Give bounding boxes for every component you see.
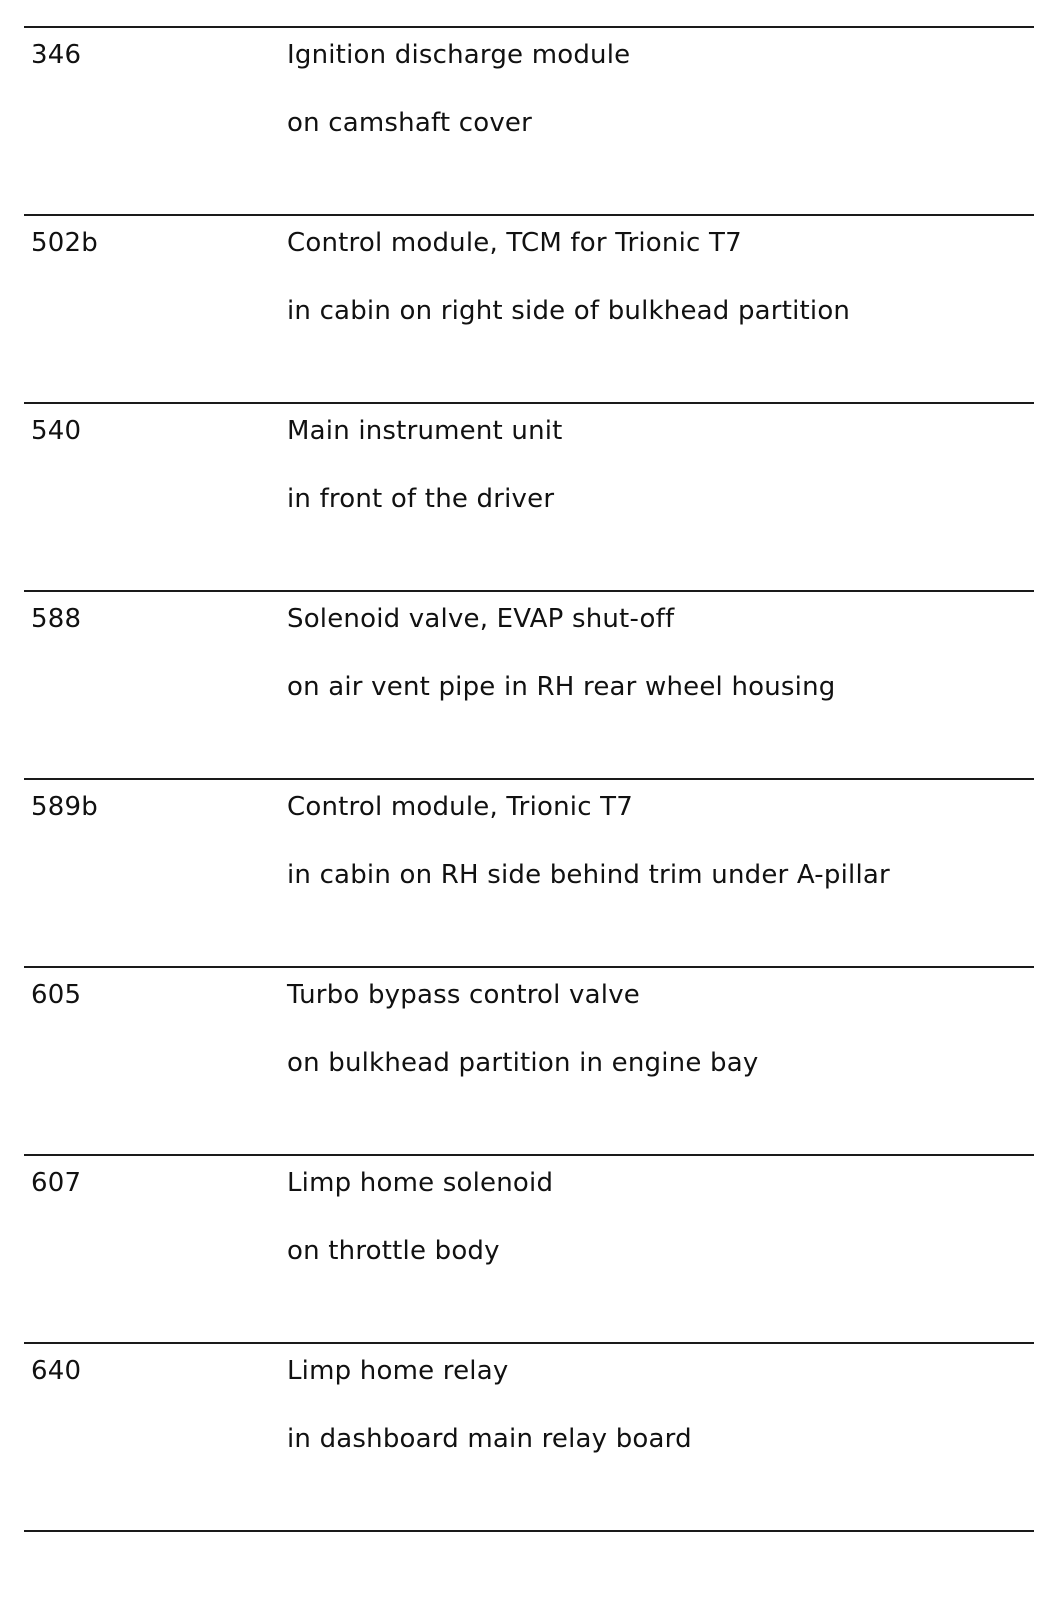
table-bottom-rule: [24, 1530, 1034, 1532]
component-name: Control module, Trionic T7: [287, 792, 633, 822]
component-name: Limp home relay: [287, 1356, 509, 1386]
component-name: Ignition discharge module: [287, 40, 631, 70]
table-row: [24, 590, 1034, 778]
component-code: 640: [31, 1356, 82, 1386]
component-location: in dashboard main relay board: [287, 1424, 692, 1454]
component-name: Turbo bypass control valve: [287, 980, 640, 1010]
table-row: [24, 402, 1034, 590]
component-location: on camshaft cover: [287, 108, 532, 138]
component-location: on air vent pipe in RH rear wheel housing: [287, 672, 836, 702]
component-location: on bulkhead partition in engine bay: [287, 1048, 759, 1078]
component-location-table: [24, 26, 1034, 1532]
component-name: Control module, TCM for Trionic T7: [287, 228, 742, 258]
component-code: 605: [31, 980, 82, 1010]
component-code: 502b: [31, 228, 98, 258]
component-location: in cabin on RH side behind trim under A-pillar: [287, 860, 890, 890]
component-name: Main instrument unit: [287, 416, 563, 446]
table-row: [24, 778, 1034, 966]
component-code: 588: [31, 604, 82, 634]
component-location: in front of the driver: [287, 484, 555, 514]
component-name: Solenoid valve, EVAP shut-off: [287, 604, 675, 634]
component-code: 346: [31, 40, 82, 70]
table-row: [24, 966, 1034, 1154]
component-code: 540: [31, 416, 82, 446]
table-row: [24, 26, 1034, 214]
component-code: 607: [31, 1168, 82, 1198]
component-location: in cabin on right side of bulkhead partition: [287, 296, 851, 326]
table-row: [24, 214, 1034, 402]
component-name: Limp home solenoid: [287, 1168, 554, 1198]
component-code: 589b: [31, 792, 98, 822]
table-row: [24, 1154, 1034, 1342]
table-row: [24, 1342, 1034, 1530]
component-location: on throttle body: [287, 1236, 500, 1266]
